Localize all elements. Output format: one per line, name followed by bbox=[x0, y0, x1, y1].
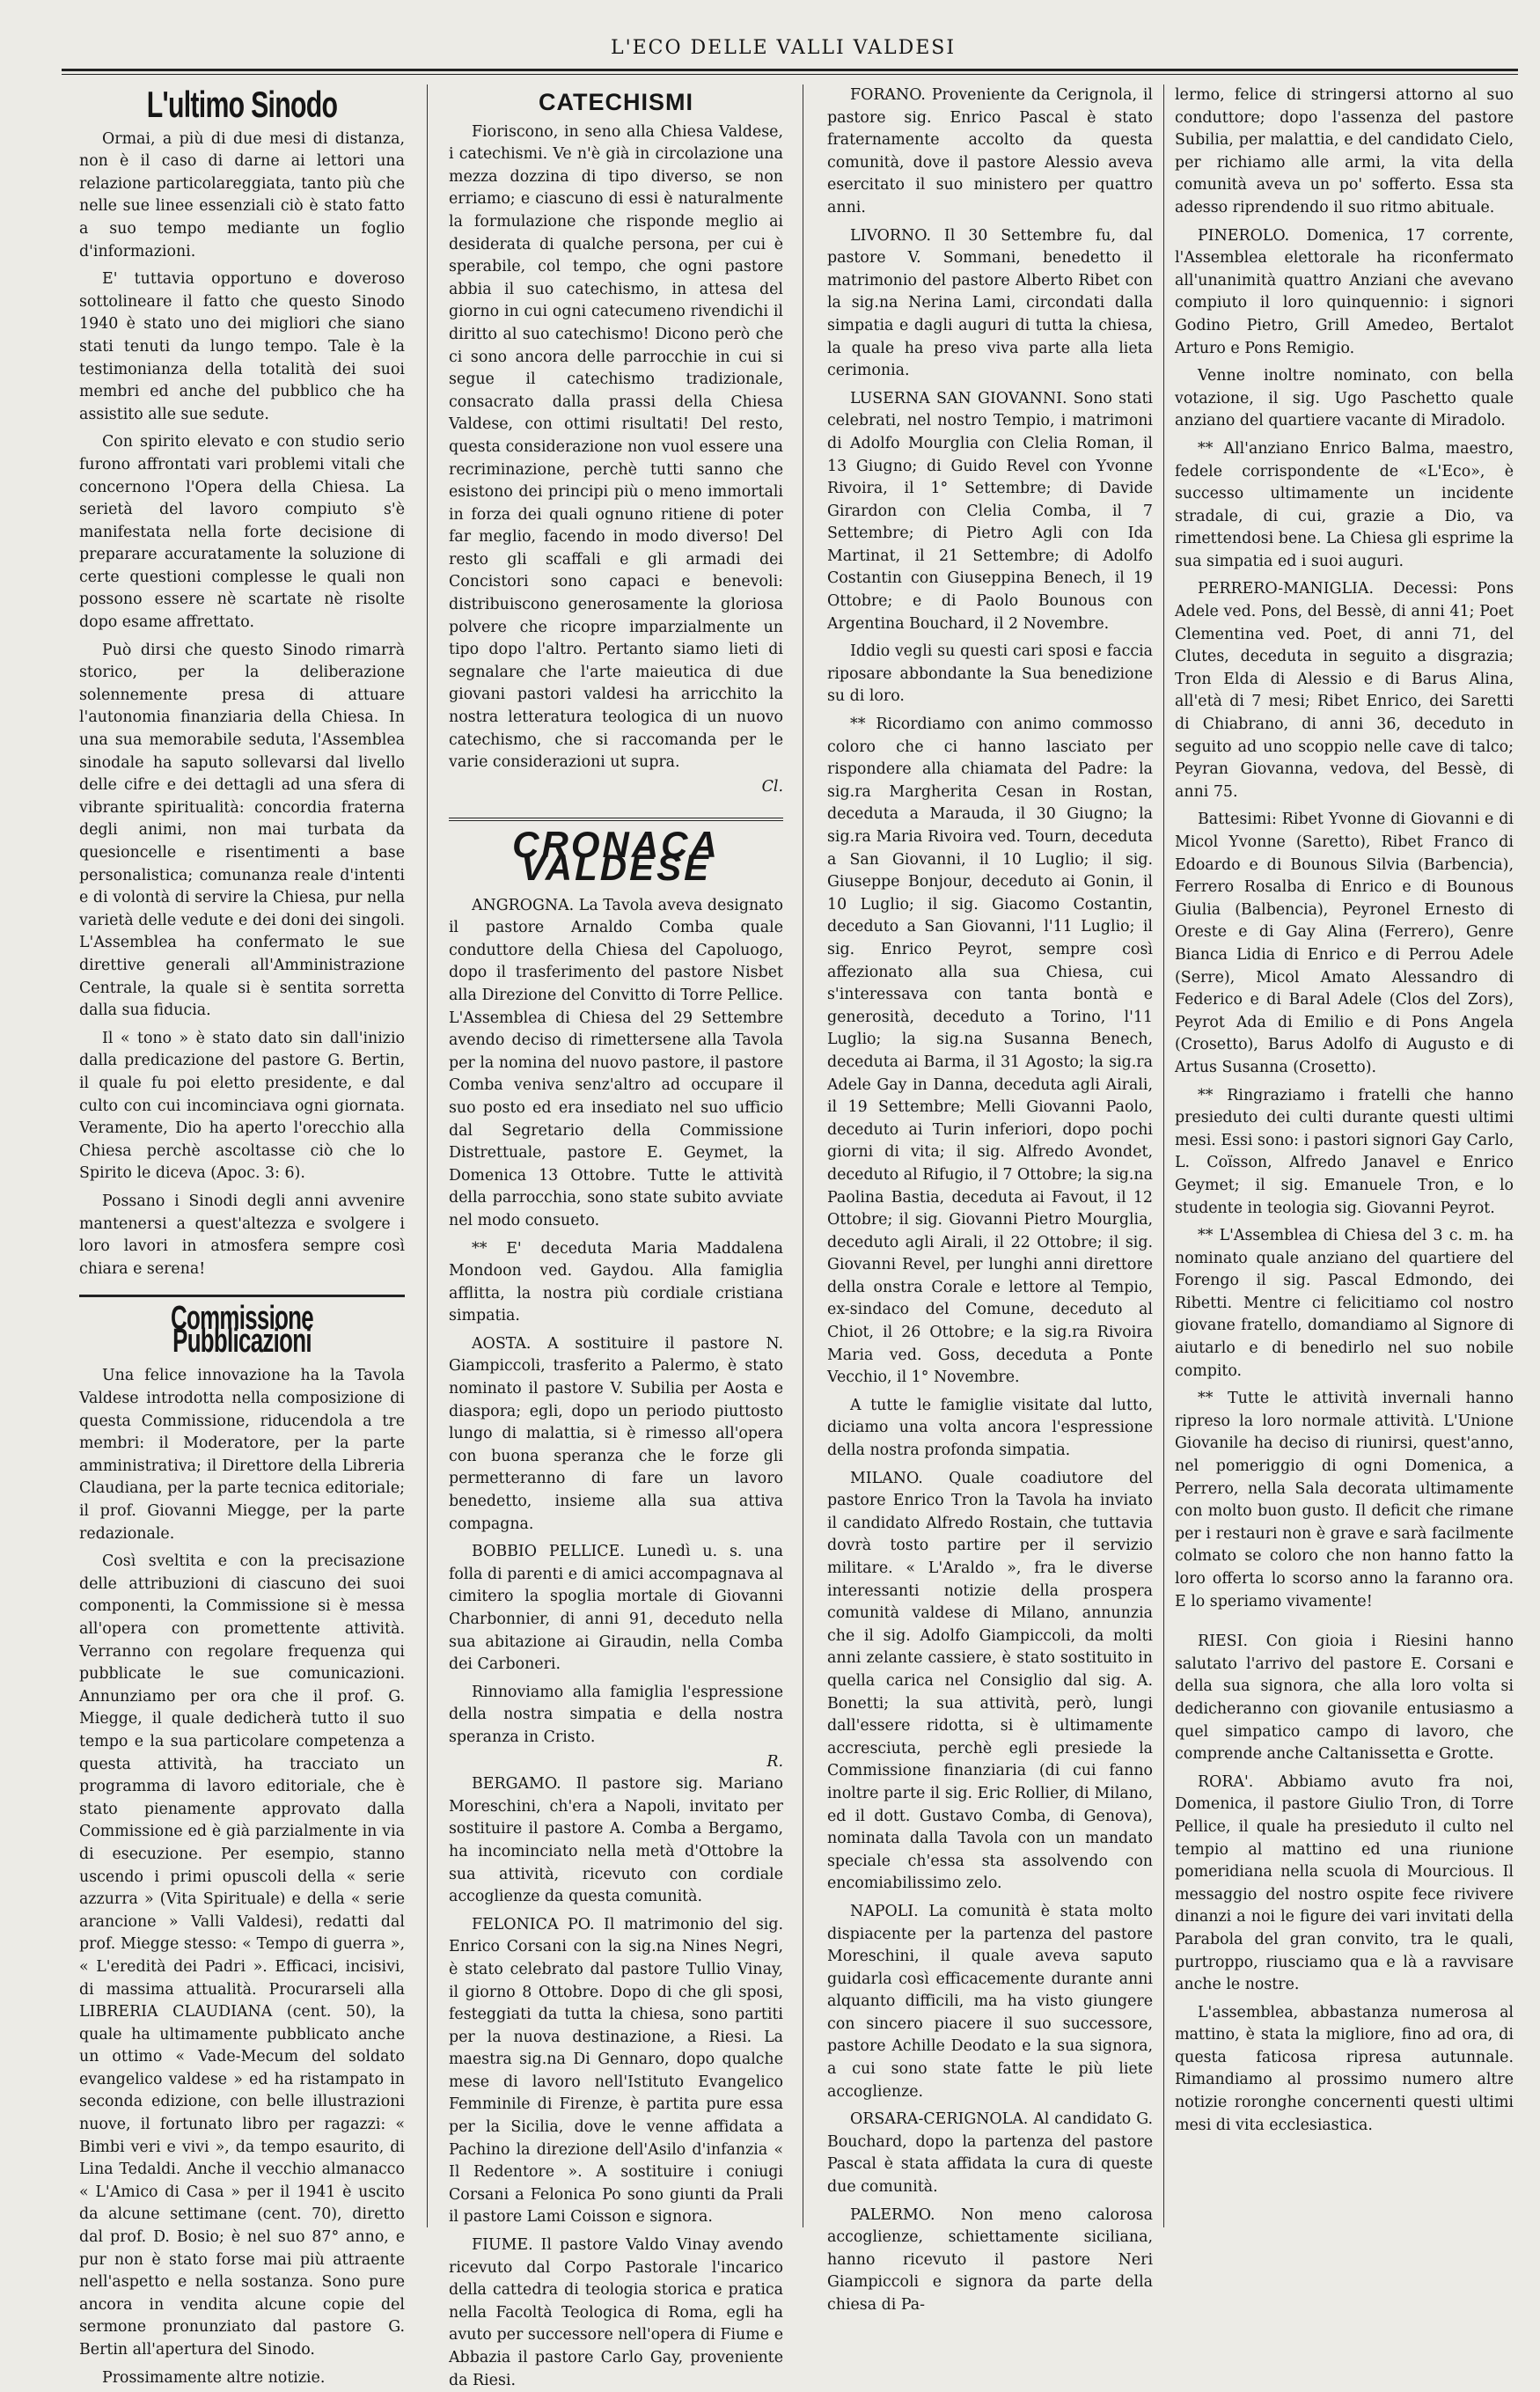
column-3 bbox=[827, 84, 1153, 2314]
news-item: ORSARA-CERIGNOLA. Al candidato G. Bouchard, dopo la partenza del pastore Pascal è stata affidata la cura di queste due comunità. bbox=[827, 2110, 1153, 2197]
paragraph: Con spirito elevato e con studio serio furono affrontati vari problemi vitali che concernono l'Opera della Chiesa. La serietà del lavoro compiuto s'è manifestata nella forte decisione di preparare accuratamente la soluzione di certe questioni complesse le quali non possono essere nè scartate nè risolte dopo esame affrettato. bbox=[79, 433, 405, 632]
news-item: PALERMO. Non meno calorosa accoglienze, schiettamente siciliana, hanno ricevuto il pastore Neri Giampiccoli e signora da parte della chiesa di Pa- bbox=[827, 2205, 1153, 2314]
news-item: ANGROGNA. La Tavola aveva designato il pastore Arnaldo Comba quale conduttore della Chiesa del Capoluogo, dopo il trasferimento del pastore Nisbet alla Direzione del Convitto di Torre Pellice. L'Assemblea di Chiesa del 29 Settembre avendo deciso di rimettersene alla Tavola per la nomina del nuovo pastore, il pastore Comba veniva senz'altro ad occupare il suo posto ed era insediato nel suo ufficio dal Segretario della Commissione Distrettuale, pastore E. Geymet, la Domenica 13 Ottobre. Tutte le attività della parrocchia, sono state subito avviate nel modo consueto. bbox=[449, 896, 783, 1229]
news-item: A tutte le famiglie visitate dal lutto, diciamo una volta ancora l'espressione della nostra profonda simpatia. bbox=[827, 1396, 1153, 1460]
column-4 bbox=[1175, 84, 1514, 2236]
column-2 bbox=[449, 84, 783, 2389]
news-item: L'assemblea, abbastanza numerosa al mattino, è stata la migliore, fino ad ora, di questa faticosa ripresa autunnale. Rimandiamo al prossimo numero altre notizie roronghe concernenti questi ultimi mesi di vita ecclesiastica. bbox=[1175, 2003, 1514, 2134]
column-1 bbox=[79, 84, 405, 2387]
article-title-commissione: Commissione Pubblicazioni bbox=[171, 1300, 313, 1360]
news-item: LUSERNA SAN GIOVANNI. Sono stati celebrati, nel nostro Tempio, i matrimoni di Adolfo Mourglia con Clelia Roman, il 13 Giugno; di Guido Revel con Yvonne Rivoira, il 1° Settembre; di Davide Girardon con Clelia Comba, il 7 Settembre; di Pietro Agli con Ida Martinat, il 21 Settembre; di Adolfo Costantin con Giuseppina Benech, il 19 Ottobre; e di Paolo Bounous con Argentina Bouchard, il 2 Novembre. bbox=[827, 389, 1153, 633]
news-item: LIVORNO. Il 30 Settembre fu, dal pastore V. Sommani, benedetto il matrimonio del pastore Alberto Ribet con la sig.na Nerina Lami, circondati dalla simpatia e dagli auguri di tutta la chiesa, la quale ha preso viva parte alla lieta cerimonia. bbox=[827, 226, 1153, 380]
news-item: PERRERO-MANIGLIA. Decessi: Pons Adele ved. Pons, del Bessè, di anni 41; Poet Clementina ved. Poet, di anni 71, del Clutes, deceduta in seguito a disgrazia; Tron Elda di Alessio e di Barus Alina, all'età di 7 mesi; Ribet Enrico, dei Saretti di Chiabrano, di anni 36, deceduto in seguito ad uno scoppio nelle cave di talco; Peyran Giovanna, vedova, del Bessè, di anni 75. bbox=[1175, 580, 1514, 801]
news-item: ** Ricordiamo con animo commosso coloro che ci hanno lasciato per rispondere alla chiamata del Padre: la sig.ra Margherita Cesan in Rostan, deceduta a Marauda, il 30 Giugno; la sig.ra Maria Rivoira ved. Tourn, deceduta a San Giovanni, il 10 Luglio; il sig. Giuseppe Bonjour, deceduto ai Gonin, il 10 Luglio; il sig. Giacomo Costantin, deceduto a San Giovanni, l'11 Luglio; il sig. Enrico Peyrot, sempre così affezionato alla sua Chiesa, cui s'interessava con tanta bontà e generosità, deceduto a Torino, l'11 Luglio; la sig.na Susanna Benech, deceduta ai Barma, il 31 Agosto; la sig.ra Adele Gay in Danna, deceduta agli Airali, il 19 Settembre; Melli Giovanni Paolo, deceduto ai Turin inferiori, dopo pochi giorni di vita; il sig. Alfredo Avondet, deceduto al Rifugio, il 7 Ottobre; la sig.na Paolina Bastia, deceduta ai Favout, il 12 Ottobre; il sig. Giovanni Pietro Mourglia, deceduto agli Airali, il 22 Ottobre; il sig. Giovanni Revel, per lunghi anni direttore della onstra Corale e lettore al Tempio, ex-sindaco del Comune, deceduto al Chiot, il 26 Ottobre; e la sig.ra Rivoira Maria ved. Goss, deceduta a Ponte Vecchio, il 1° Novembre. bbox=[827, 715, 1153, 1387]
news-item: RORA'. Abbiamo avuto fra noi, Domenica, il pastore Giulio Tron, di Torre Pellice, il quale ha presieduto il culto nel tempio al mattino ed una riunione pomeridiana nella scuola di Mourcious. Il messaggio del nostro ospite fece rivivere dinanzi a noi le figure dei vari invitati della Parabola del gran convito, tra le quali, purtroppo, riusciamo qua e là a ravvisare anche le nostre. bbox=[1175, 1772, 1514, 1994]
article-title-catechismi: CATECHISMI bbox=[539, 89, 693, 115]
paragraph: Così sveltita e con la precisazione delle attribuzioni di ciascuno dei suoi componenti, la Commissione si è messa all'opera con promettente attività. Verranno con regolare frequenza qui pubblicate le sue comunicazioni. Annunziamo per ora che il prof. G. Miegge, il quale dedicherà tutto il suo tempo e la sua particolare competenza a questa attività, ha tracciato un programma di lavoro editoriale, che è stato pienamente approvato dalla Commissione ed è già parzialmente in via di esecuzione. Per esempio, stanno uscendo i primi opuscoli della « serie azzurra » (Vita Spirituale) e della « serie arancione » Valli Valdesi), redatti dal prof. Miegge stesso: « Tempo di guerra », « L'eredità dei Padri ». Efficaci, incisivi, di massima attualità. Procurarseli alla LIBRERIA CLAUDIANA (cent. 50), la quale ha ultimamente pubblicato anche un ottimo « Vade-Mecum del soldato evangelico valdese » ed ha ristampato in seconda edizione, con belle illustrazioni nuove, il fortunato libro per ragazzi: « Bimbi veri e vivi », da tempo esaurito, di Lina Tedaldi. Anche il vecchio almanacco « L'Amico di Casa » per il 1941 è uscito da alcune settimane (cent. 70), diretto dal prof. D. Bosio; è nel suo 87° anno, e pur non è stato forse mai più attraente nell'aspetto e nella sostanza. Sono pure ancora in vendita alcune copie del sermone pronunziato dal pastore G. Bertin all'apertura del Sinodo. bbox=[79, 1552, 405, 2359]
news-item: BERGAMO. Il pastore sig. Mariano Moreschini, ch'era a Napoli, invitato per sostituire il pastore A. Comba a Bergamo, ha incominciato nella metà d'Ottobre la sua attività, ricevuto con cordiale accoglienze da questa comunità. bbox=[449, 1775, 783, 1906]
news-item: ** L'Assemblea di Chiesa del 3 c. m. ha nominato quale anziano del quartiere del Forengo il sig. Pascal Edmondo, dei Ribetti. Mentre ci felicitiamo col nostro giovane fratello, domandiamo al Signore di aiutarlo e di benedirlo nel suo nobile compito. bbox=[1175, 1227, 1514, 1380]
news-item: FIUME. Il pastore Valdo Vinay avendo ricevuto dal Corpo Pastorale l'incarico della cattedra di teologia storica e pratica nella Facoltà Teologica di Roma, egli ha avuto per successore nell'opera di Fiume e Abbazia il pastore Carlo Gay, proveniente da Riesi. bbox=[449, 2236, 783, 2389]
masthead-rule-thin bbox=[62, 74, 1518, 75]
news-item: FORANO. Proveniente da Cerignola, il pastore sig. Enrico Pascal è stato fraternamente accolto da questa comunità, dove il pastore Alessio aveva esercitato il suo ministero per quattro anni. bbox=[827, 86, 1153, 216]
column-divider bbox=[1163, 84, 1164, 2227]
section-rule bbox=[449, 818, 783, 821]
news-item: FELONICA PO. Il matrimonio del sig. Enrico Corsani con la sig.na Nines Negri, è stato celebrato dal pastore Tullio Vinay, il giorno 8 Ottobre. Dopo di che gli sposi, festeggiati da tutta la chiesa, sono partiti per la nuova destinazione, a Riesi. La maestra sig.na Di Gennaro, dopo qualche mese di lavoro nell'Istituto Evangelico Femminile di Firenze, è partita pure essa per la Sicilia, dove le venne affidata a Pachino la direzione dell'Asilo d'infanzia « Il Redentore ». A sostituire i coniugi Corsani a Felonica Po sono giunti da Prali il pastore Lami Coisson e signora. bbox=[449, 1915, 783, 2227]
column-divider bbox=[427, 84, 428, 2227]
paragraph: E' tuttavia opportuno e doveroso sottolineare il fatto che questo Sinodo 1940 è stato uno dei migliori che siano stati tenuti da lungo tempo. Tale è la testimonianza della totalità dei suoi membri ed anche del pubblico che ha assistito alle sue sedute. bbox=[79, 270, 405, 423]
news-item: Rinnoviamo alla famiglia l'espressione della nostra simpatia e della nostra speranza in Cristo. bbox=[449, 1683, 783, 1746]
paragraph: Possano i Sinodi degli anni avvenire mantenersi a quest'altezza e svolgere i loro lavori in atmosfera sempre così chiara e serena! bbox=[79, 1192, 405, 1278]
news-item: lermo, felice di stringersi attorno al suo conduttore; dopo l'assenza del pastore Subilia, per malattia, e del candidato Cielo, per richiamo alle armi, la vita della comunità aveva un po' sofferto. Essa sta adesso riprendendo il suo ritmo abituale. bbox=[1175, 86, 1514, 216]
news-item: ** E' deceduta Maria Maddalena Mondoon ved. Gaydou. Alla famiglia afflitta, la nostra più cordiale cristiana simpatia. bbox=[449, 1239, 783, 1325]
news-item: AOSTA. A sostituire il pastore N. Giampiccoli, trasferito a Palermo, è stato nominato il pastore V. Subilia per Aosta e diaspora; egli, dopo un periodo piuttosto lungo di malattia, si è rimesso all'opera con buona speranza che le forze gli permetteranno di fare un lavoro benedetto, insieme alla sua attiva compagna. bbox=[449, 1334, 783, 1533]
news-item: Venne inoltre nominato, con bella votazione, il sig. Ugo Paschetto quale anziano del quartiere vacante di Miradolo. bbox=[1175, 367, 1514, 430]
masthead: L'ECO DELLE VALLI VALDESI bbox=[610, 37, 957, 59]
masthead-rule bbox=[62, 69, 1518, 71]
news-item: ** Ringraziamo i fratelli che hanno presieduto dei culti durante questi ultimi mesi. Essi sono: i pastori signori Gay Carlo, L. Coïsson, Alfredo Janavel e Enrico Geymet; il sig. Emanuele Tron, e lo studente in teologia sig. Giovanni Peyrot. bbox=[1175, 1086, 1514, 1217]
paragraph: Può dirsi che questo Sinodo rimarrà storico, per la deliberazione solennemente presa di attuare l'autonomia finanziaria della Chiesa. In una sua memorabile seduta, l'Assemblea sinodale ha saputo sollevarsi dal livello delle cifre e dei dettagli ad una sfera di vibrante spiritualità: concordia fraterna degli animi, non mai turbata da quesioncelle e risentimenti a base personalistica; comunanza reale d'intenti e di volontà di servire la Chiesa, pur nella varietà delle vedute e dei doni dei singoli. L'Assemblea ha confermato le sue direttive generali all'Amministrazione Centrale, la quale si è sentita sorretta dalla sua fiducia. bbox=[79, 641, 405, 1020]
news-item: Iddio vegli su questi cari sposi e faccia riposare abbondante la Sua benedizione su di loro. bbox=[827, 642, 1153, 706]
news-item: ** All'anziano Enrico Balma, maestro, fedele corrispondente de «L'Eco», è successo ultimamente un incidente stradale, di cui, grazie a Dio, va rimettendosi bene. La Chiesa gli esprime la sua simpatia ed i suoi auguri. bbox=[1175, 439, 1514, 570]
signature: R. bbox=[766, 1752, 783, 1771]
paragraph: Una felice innovazione ha la Tavola Valdese introdotta nella composizione di questa Commissione, riducendola a tre membri: il Moderatore, per la parte amministrativa; il Direttore della Libreria Claudiana, per la parte tecnica editoriale; il prof. Giovanni Miegge, per la parte redazionale. bbox=[79, 1367, 405, 1543]
news-item: NAPOLI. La comunità è stata molto dispiacente per la partenza del pastore Moreschini, il quale aveva saputo guidarla così efficacemente durante anni alquanto difficili, ma ha visto giungere con sincero piacere il suo successore, pastore Achille Deodato e la sua signora, a cui sono state fatte le più liete accoglienze. bbox=[827, 1902, 1153, 2101]
section-rule bbox=[79, 1295, 405, 1297]
news-item: RIESI. Con gioia i Riesini hanno salutato l'arrivo del pastore E. Corsani e della sua signora, che alla loro volta si dedicheranno con giovanile entusiasmo a quel simpatico campo di lavoro, che comprende anche Caltanissetta e Grotte. bbox=[1175, 1633, 1514, 1764]
signature: Cl. bbox=[761, 777, 783, 796]
news-item: ** Tutte le attività invernali hanno ripreso la loro normale attività. L'Unione Giovanile ha deciso di riunirsi, quest'anno, nel pomeriggio di ogni Domenica, a Perrero, nella Sala decorata ultimamente con molto buon gusto. Il deficit che rimane per i restauri non è grave e sarà facilmente colmato se coloro che non hanno fatto la loro offerta lo scorso anno la faranno ora. E lo speriamo vivamente! bbox=[1175, 1390, 1514, 1611]
paragraph: Prossimamente altre notizie. bbox=[102, 2368, 326, 2387]
paragraph: Ormai, a più di due mesi di distanza, non è il caso di darne ai lettori una relazione particolareggiata, tanto più che nelle sue linee essenziali ciò è stato fatto a suo tempo mediante un foglio d'informazioni. bbox=[79, 129, 405, 260]
paragraph: Il « tono » è stato dato sin dall'inizio dalla predicazione del pastore G. Bertin, il quale fu poi eletto presidente, e dal culto con cui incominciava ogni giornata. Veramente, Dio ha aperto l'orecchio alla Chiesa perchè ascoltasse ciò che lo Spirito le diceva (Apoc. 3: 6). bbox=[79, 1029, 405, 1183]
news-item: Battesimi: Ribet Yvonne di Giovanni e di Micol Yvonne (Saretto), Ribet Franco di Edoardo e di Bounous Silvia (Barbencia), Ferrero Rosalba di Enrico e di Bounous Giulia (Balbencia), Peyronel Ernesto di Oreste e di Gay Alina (Ferrero), Genre Bianca Lidia di Enrico e di Perrou Adele (Serre), Micol Amato Alessandro di Federico e di Baral Adele (Clos del Zors), Peyrot Ada di Emilio e di Pons Angela (Crosetto), Barus Adolfo di Augusto e di Artus Susanna (Crosetto). bbox=[1175, 811, 1514, 1076]
paragraph: Fioriscono, in seno alla Chiesa Valdese, i catechismi. Ve n'è già in circolazione una mezza dozzina di tipo diverso, se non erriamo; e ciascuno di essi è naturalmente la formulazione che risponde meglio ai desiderata di qualche persona, per cui è sperabile, col tempo, che ogni pastore abbia il suo catechismo, in attesa del giorno in cui ogni catecumeno rivendichi il diritto al suo catechismo! Dicono però che ci sono ancora delle parrocchie in cui si segue il catechismo tradizionale, consacrato dalla prassi della Chiesa Valdese, con ottimi risultati! Del resto, questa considerazione non vuol essere una recriminazione, perchè tutti sanno che esistono dei principi più o meno immortali in forza dei quali ognuno ritiene di poter far meglio, facendo in modo diverso! Del resto gli scaffali e gli armadi dei Concistori sono capaci e benevoli: distribuiscono generosamente la gloriosa polvere che ricopre imparzialmente un tipo dopo l'altro. Pertanto siamo lieti di segnalare che l'arte maieutica di due giovani pastori valdesi ha arricchito la nostra letteratura teologica di un nuovo catechismo, che si raccomanda per le varie considerazioni ut supra. bbox=[449, 122, 783, 772]
news-item: MILANO. Quale coadiutore del pastore Enrico Tron la Tavola ha inviato il candidato Alfredo Rostain, che tuttavia dovrà tosto partire per il servizio militare. « L'Araldo », fra le diverse interessanti notizie della prospera comunità valdese di Milano, annunzia che il sig. Adolfo Giampiccoli, da molti anni zelante cassiere, è stato sostituito in quella carica nel Consiglio dal sig. A. Bonetti; la sua attività, però, lungi dall'essere ridotta, si è ultimamente accresciuta, perchè egli presiede la Commissione finanziaria (di cui fanno inoltre parte il sig. Eric Rollier, di Milano, ed il dott. Gustavo Comba, di Genova), nominata dalla Tavola con un mandato speciale ch'essa sta assolvendo con encomiabilissimo zelo. bbox=[827, 1469, 1153, 1893]
news-item: BOBBIO PELLICE. Lunedì u. s. una folla di parenti e di amici accompagnava al cimitero la spoglia mortale di Giovanni Charbonnier, di anni 91, deceduto nella sua abitazione ai Giraudin, nella Comba dei Carboneri. bbox=[449, 1543, 783, 1674]
section-title-cronaca: CRONACA VALDESE bbox=[512, 824, 720, 888]
news-item: PINEROLO. Domenica, 17 corrente, l'Assemblea elettorale ha riconfermato all'unanimità quattro Anziani che avevano compiuto il loro quinquennio: i signori Godino Pietro, Grill Amedeo, Bertalot Arturo e Pons Remigio. bbox=[1175, 226, 1514, 357]
article-title-sinodo: L'ultimo Sinodo bbox=[146, 84, 338, 125]
